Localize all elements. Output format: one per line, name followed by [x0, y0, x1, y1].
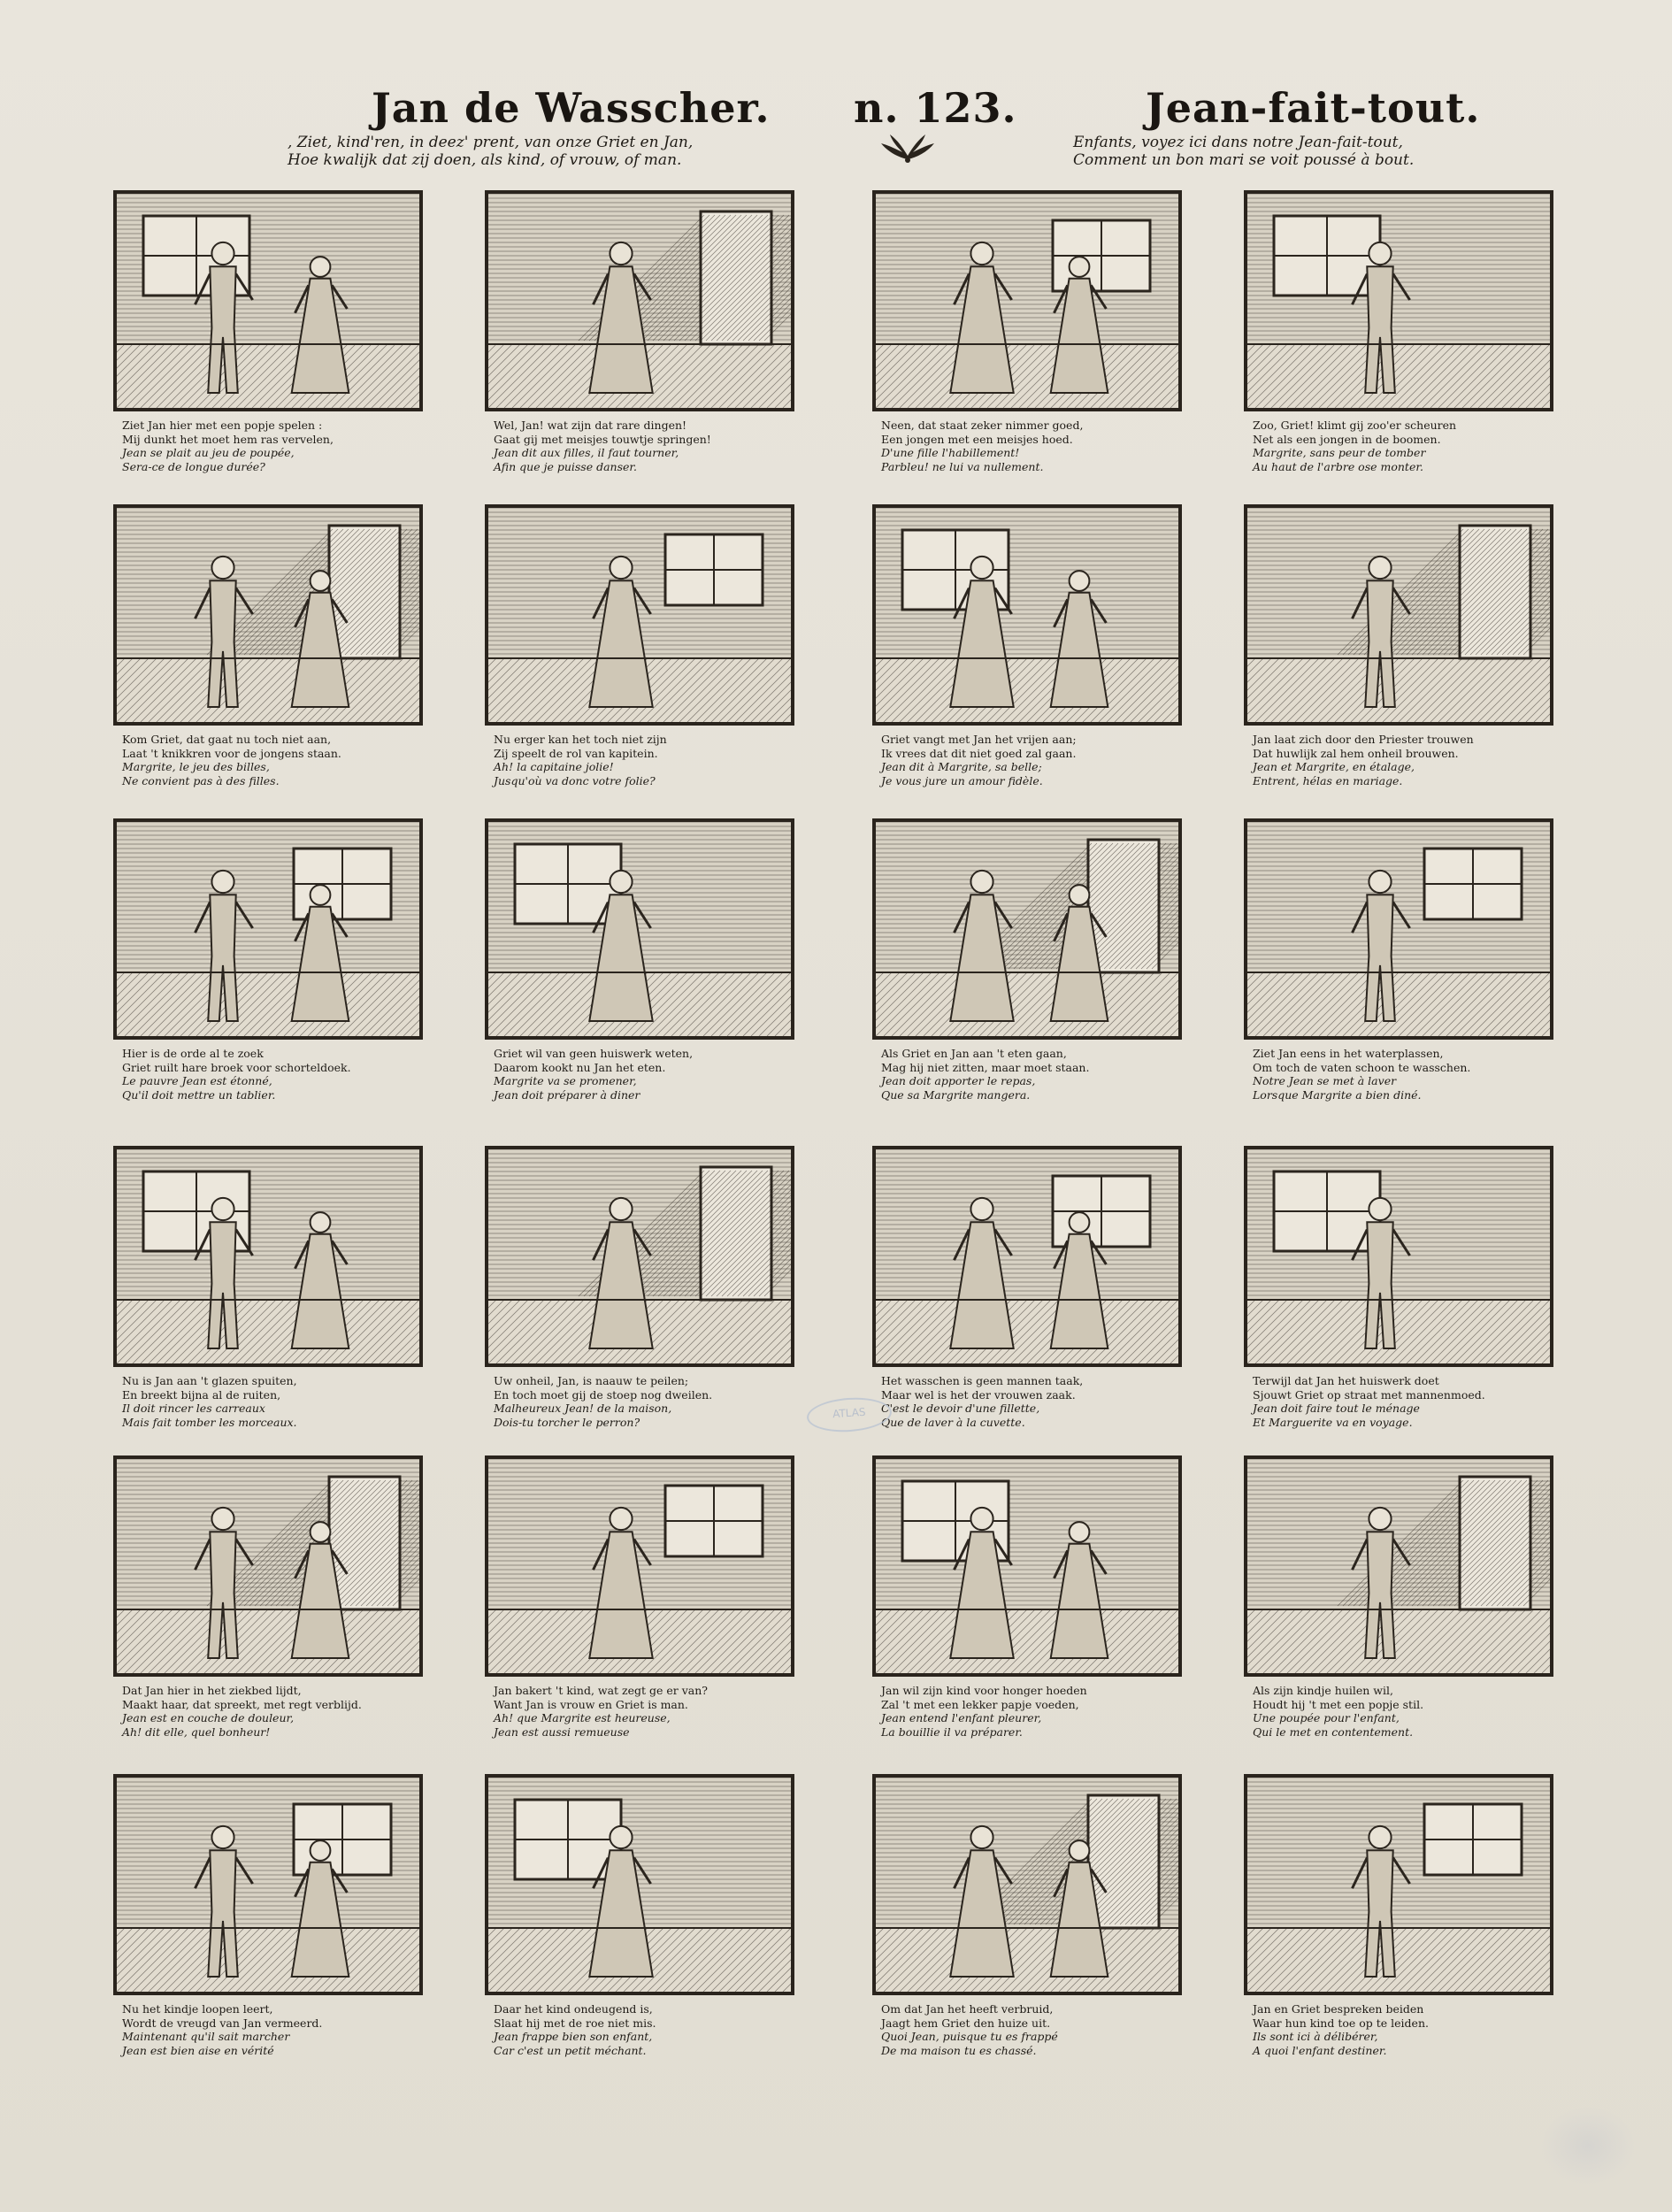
- faded-stamp-mark: [1539, 2106, 1637, 2185]
- caption-french-line-1: Jean doit faire tout le ménage: [1253, 1402, 1420, 1415]
- caption-french-line-1: Jean se plait au jeu de poupée,: [122, 446, 295, 459]
- caption-french-line-2: Sera-ce de longue durée?: [122, 459, 265, 473]
- scene-caption: [1253, 1047, 1571, 1102]
- caption-dutch-line-1: Uw onheil, Jan, is naauw te peilen;: [494, 1374, 689, 1387]
- caption-french-line-2: Afin que je puisse danser.: [494, 459, 637, 473]
- woodcut-image: [485, 504, 794, 726]
- caption-french-line-1: Notre Jean se met à laver: [1253, 1074, 1397, 1087]
- scene-cell: [113, 190, 441, 507]
- caption-dutch-line-2: Houdt hij 't met een popje stil.: [1253, 1697, 1424, 1711]
- intro-french-line-1: Enfants, voyez ici dans notre Jean-fait-tout,: [1073, 134, 1403, 151]
- intro-dutch-line-2: Hoe kwalijk dat zij doen, als kind, of vrouw, of man.: [288, 151, 682, 169]
- scene-cell: [485, 1774, 812, 2091]
- caption-dutch-line-2: Sjouwt Griet op straat met mannenmoed.: [1253, 1387, 1485, 1402]
- caption-dutch-line-1: Terwijl dat Jan het huiswerk doet: [1253, 1374, 1439, 1387]
- woodcut-image: [1244, 1455, 1553, 1677]
- scene-cell: [485, 1146, 812, 1463]
- scene-cell: [872, 1455, 1200, 1772]
- scene-cell: [113, 1146, 441, 1463]
- intro-french-line-2: Comment un bon mari se voit poussé à bout.: [1073, 151, 1415, 169]
- caption-french-line-1: Malheureux Jean! de la maison,: [494, 1402, 672, 1415]
- scene-cell: [1244, 1146, 1571, 1463]
- caption-dutch-line-1: Jan laat zich door den Priester trouwen: [1253, 733, 1474, 746]
- title-dutch: Jan de Wasscher.: [372, 84, 771, 132]
- woodcut-image: [872, 1774, 1182, 1995]
- woodcut-grid: [113, 190, 1564, 2154]
- woodcut-image: [872, 818, 1182, 1040]
- caption-dutch-line-2: Maar wel is het der vrouwen zaak.: [881, 1387, 1076, 1402]
- caption-french-line-1: Une poupée pour l'enfant,: [1253, 1711, 1400, 1724]
- scene-caption: [881, 1374, 1200, 1429]
- caption-dutch-line-1: Zoo, Griet! klimt gij zoo'er scheuren: [1253, 419, 1457, 432]
- scene-caption: [122, 419, 441, 473]
- caption-dutch-line-1: Jan bakert 't kind, wat zegt ge er van?: [494, 1684, 709, 1697]
- woodcut-image: [1244, 504, 1553, 726]
- title-french: Jean-fait-tout.: [1146, 84, 1481, 132]
- caption-french-line-1: Jean entend l'enfant pleurer,: [881, 1711, 1042, 1724]
- header: [0, 84, 1672, 181]
- intro-dutch: [288, 134, 693, 169]
- caption-french-line-1: Jean et Margrite, en étalage,: [1253, 760, 1415, 773]
- scene-cell: [1244, 818, 1571, 1135]
- caption-dutch-line-2: Mag hij niet zitten, maar moet staan.: [881, 1060, 1090, 1074]
- caption-dutch-line-2: Want Jan is vrouw en Griet is man.: [494, 1697, 688, 1711]
- woodcut-image: [113, 1146, 423, 1367]
- caption-french-line-1: Ils sont ici à délibérer,: [1253, 2030, 1378, 2043]
- scene-caption: [1253, 2002, 1571, 2057]
- scene-cell: [113, 504, 441, 821]
- intro-dutch-line-1: , Ziet, kind'ren, in deez' prent, van onze Griet en Jan,: [288, 134, 694, 151]
- woodcut-image: [485, 1146, 794, 1367]
- woodcut-image: [1244, 1146, 1553, 1367]
- caption-dutch-line-1: Om dat Jan het heeft verbruid,: [881, 2002, 1054, 2016]
- scene-caption: [122, 733, 441, 787]
- scene-cell: [1244, 1774, 1571, 2091]
- caption-french-line-1: Jean frappe bien son enfant,: [494, 2030, 653, 2043]
- woodcut-image: [872, 1455, 1182, 1677]
- caption-dutch-line-2: En toch moet gij de stoep nog dweilen.: [494, 1387, 713, 1402]
- caption-french-line-2: Ah! dit elle, quel bonheur!: [122, 1724, 271, 1739]
- caption-french-line-1: Margrite va se promener,: [494, 1074, 637, 1087]
- caption-dutch-line-2: Ik vrees dat dit niet goed zal gaan.: [881, 746, 1077, 760]
- caption-french-line-2: Que sa Margrite mangera.: [881, 1087, 1031, 1102]
- caption-french-line-2: Qui le met en contentement.: [1253, 1724, 1414, 1739]
- caption-dutch-line-1: Griet vangt met Jan het vrijen aan;: [881, 733, 1077, 746]
- caption-dutch-line-2: Zij speelt de rol van kapitein.: [494, 746, 658, 760]
- woodcut-image: [113, 504, 423, 726]
- woodcut-image: [1244, 190, 1553, 411]
- caption-french-line-2: Mais fait tomber les morceaux.: [122, 1415, 297, 1429]
- scene-cell: [485, 1455, 812, 1772]
- caption-french-line-2: Que de laver à la cuvette.: [881, 1415, 1025, 1429]
- caption-dutch-line-1: Kom Griet, dat gaat nu toch niet aan,: [122, 733, 332, 746]
- caption-french-line-2: Dois-tu torcher le perron?: [494, 1415, 640, 1429]
- scene-caption: [1253, 419, 1571, 473]
- scene-cell: [1244, 504, 1571, 821]
- caption-dutch-line-2: Laat 't knikkren voor de jongens staan.: [122, 746, 341, 760]
- caption-dutch-line-1: Hier is de orde al te zoek: [122, 1047, 264, 1060]
- scene-caption: [494, 733, 812, 787]
- caption-french-line-2: A quoi l'enfant destiner.: [1253, 2043, 1387, 2057]
- scene-caption: [494, 419, 812, 473]
- scene-caption: [881, 419, 1200, 473]
- caption-french-line-1: C'est le devoir d'une fillette,: [881, 1402, 1040, 1415]
- woodcut-image: [485, 818, 794, 1040]
- caption-french-line-2: Et Marguerite va en voyage.: [1253, 1415, 1413, 1429]
- scene-cell: [872, 1146, 1200, 1463]
- scene-caption: [494, 1684, 812, 1739]
- scene-caption: [881, 733, 1200, 787]
- caption-dutch-line-1: Het wasschen is geen mannen taak,: [881, 1374, 1084, 1387]
- caption-french-line-2: De ma maison tu es chassé.: [881, 2043, 1037, 2057]
- caption-dutch-line-2: Om toch de vaten schoon te wasschen.: [1253, 1060, 1471, 1074]
- scene-caption: [494, 1047, 812, 1102]
- caption-french-line-2: Jusqu'où va donc votre folie?: [494, 773, 656, 787]
- caption-dutch-line-1: Ziet Jan hier met een popje spelen :: [122, 419, 323, 432]
- caption-french-line-1: Jean dit aux filles, il faut tourner,: [494, 446, 679, 459]
- caption-french-line-2: La bouillie il va préparer.: [881, 1724, 1023, 1739]
- woodcut-image: [872, 1146, 1182, 1367]
- caption-french-line-2: Jean doit préparer à diner: [494, 1087, 640, 1102]
- library-stamp: ATLAS: [806, 1395, 893, 1435]
- woodcut-image: [485, 1455, 794, 1677]
- caption-dutch-line-2: En breekt bijna al de ruiten,: [122, 1387, 281, 1402]
- caption-dutch-line-1: Nu het kindje loopen leert,: [122, 2002, 273, 2016]
- caption-dutch-line-2: Een jongen met een meisjes hoed.: [881, 432, 1073, 446]
- scene-caption: [881, 1047, 1200, 1102]
- print-number: n. 123.: [854, 84, 1017, 132]
- scene-cell: [1244, 1455, 1571, 1772]
- caption-french-line-2: Je vous jure un amour fidèle.: [881, 773, 1043, 787]
- caption-dutch-line-1: Dat Jan hier in het ziekbed lijdt,: [122, 1684, 302, 1697]
- scene-cell: [113, 1455, 441, 1772]
- caption-dutch-line-2: Maakt haar, dat spreekt, met regt verblijd.: [122, 1697, 362, 1711]
- caption-dutch-line-1: Neen, dat staat zeker nimmer goed,: [881, 419, 1084, 432]
- caption-french-line-1: Ah! que Margrite est heureuse,: [494, 1711, 671, 1724]
- caption-french-line-1: Il doit rincer les carreaux: [122, 1402, 265, 1415]
- caption-dutch-line-1: Nu erger kan het toch niet zijn: [494, 733, 667, 746]
- caption-dutch-line-1: Als Griet en Jan aan 't eten gaan,: [881, 1047, 1067, 1060]
- caption-dutch-line-1: Als zijn kindje huilen wil,: [1253, 1684, 1393, 1697]
- caption-french-line-2: Parbleu! ne lui va nullement.: [881, 459, 1044, 473]
- caption-dutch-line-1: Ziet Jan eens in het waterplassen,: [1253, 1047, 1444, 1060]
- caption-french-line-2: Ne convient pas à des filles.: [122, 773, 280, 787]
- caption-french-line-1: Jean est en couche de douleur,: [122, 1711, 295, 1724]
- caption-french-line-1: Jean doit apporter le repas,: [881, 1074, 1036, 1087]
- scene-cell: [485, 504, 812, 821]
- scene-caption: [122, 2002, 441, 2057]
- woodcut-image: [872, 504, 1182, 726]
- scene-cell: [872, 190, 1200, 507]
- scene-caption: [1253, 733, 1571, 787]
- caption-french-line-2: Jean est aussi remueuse: [494, 1724, 630, 1739]
- scene-caption: [122, 1047, 441, 1102]
- caption-french-line-2: Au haut de l'arbre ose monter.: [1253, 459, 1423, 473]
- scene-caption: [881, 1684, 1200, 1739]
- woodcut-image: [113, 1774, 423, 1995]
- scene-caption: [1253, 1374, 1571, 1429]
- caption-french-line-1: Jean dit à Margrite, sa belle;: [881, 760, 1042, 773]
- caption-dutch-line-2: Zal 't met een lekker papje voeden,: [881, 1697, 1079, 1711]
- scene-cell: [485, 818, 812, 1135]
- caption-dutch-line-2: Gaat gij met meisjes touwtje springen!: [494, 432, 711, 446]
- intro-french: [1073, 134, 1414, 169]
- scene-cell: [113, 1774, 441, 2091]
- caption-dutch-line-2: Wordt de vreugd van Jan vermeerd.: [122, 2016, 323, 2030]
- caption-dutch-line-2: Jaagt hem Griet den huize uit.: [881, 2016, 1051, 2030]
- woodcut-image: [113, 1455, 423, 1677]
- scene-cell: [872, 504, 1200, 821]
- caption-french-line-1: Maintenant qu'il sait marcher: [122, 2030, 290, 2043]
- scene-caption: [1253, 1684, 1571, 1739]
- caption-french-line-1: Margrite, le jeu des billes,: [122, 760, 270, 773]
- woodcut-image: [1244, 1774, 1553, 1995]
- caption-dutch-line-2: Griet ruilt hare broek voor schorteldoek.: [122, 1060, 351, 1074]
- caption-french-line-2: Lorsque Margrite a bien diné.: [1253, 1087, 1422, 1102]
- caption-dutch-line-1: Jan en Griet bespreken beiden: [1253, 2002, 1424, 2016]
- woodcut-image: [113, 190, 423, 411]
- caption-french-line-2: Jean est bien aise en vérité: [122, 2043, 274, 2057]
- caption-french-line-1: D'une fille l'habillement!: [881, 446, 1020, 459]
- caption-french-line-1: Quoi Jean, puisque tu es frappé: [881, 2030, 1058, 2043]
- woodcut-image: [485, 1774, 794, 1995]
- scene-caption: [494, 1374, 812, 1429]
- scene-cell: [113, 818, 441, 1135]
- caption-dutch-line-1: Wel, Jan! wat zijn dat rare dingen!: [494, 419, 687, 432]
- caption-dutch-line-1: Daar het kind ondeugend is,: [494, 2002, 653, 2016]
- caption-french-line-1: Le pauvre Jean est étonné,: [122, 1074, 272, 1087]
- caption-dutch-line-2: Dat huwlijk zal hem onheil brouwen.: [1253, 746, 1459, 760]
- scene-cell: [872, 1774, 1200, 2091]
- woodcut-image: [872, 190, 1182, 411]
- woodcut-image: [113, 818, 423, 1040]
- woodcut-image: [1244, 818, 1553, 1040]
- laurel-ornament-icon: [876, 133, 940, 166]
- scene-caption: [122, 1684, 441, 1739]
- caption-dutch-line-1: Jan wil zijn kind voor honger hoeden: [881, 1684, 1087, 1697]
- caption-dutch-line-2: Mij dunkt het moet hem ras vervelen,: [122, 432, 334, 446]
- caption-dutch-line-2: Slaat hij met de roe niet mis.: [494, 2016, 656, 2030]
- scene-caption: [122, 1374, 441, 1429]
- scene-caption: [494, 2002, 812, 2057]
- scene-caption: [881, 2002, 1200, 2057]
- caption-dutch-line-2: Net als een jongen in de boomen.: [1253, 432, 1441, 446]
- caption-french-line-2: Qu'il doit mettre un tablier.: [122, 1087, 276, 1102]
- caption-dutch-line-2: Daarom kookt nu Jan het eten.: [494, 1060, 666, 1074]
- caption-french-line-2: Car c'est un petit méchant.: [494, 2043, 647, 2057]
- scene-cell: [872, 818, 1200, 1135]
- caption-dutch-line-1: Nu is Jan aan 't glazen spuiten,: [122, 1374, 297, 1387]
- caption-french-line-1: Margrite, sans peur de tomber: [1253, 446, 1426, 459]
- caption-dutch-line-1: Griet wil van geen huiswerk weten,: [494, 1047, 694, 1060]
- caption-french-line-2: Entrent, hélas en mariage.: [1253, 773, 1403, 787]
- caption-dutch-line-2: Waar hun kind toe op te leiden.: [1253, 2016, 1429, 2030]
- scene-cell: [485, 190, 812, 507]
- scene-cell: [1244, 190, 1571, 507]
- woodcut-image: [485, 190, 794, 411]
- caption-french-line-1: Ah! la capitaine jolie!: [494, 760, 614, 773]
